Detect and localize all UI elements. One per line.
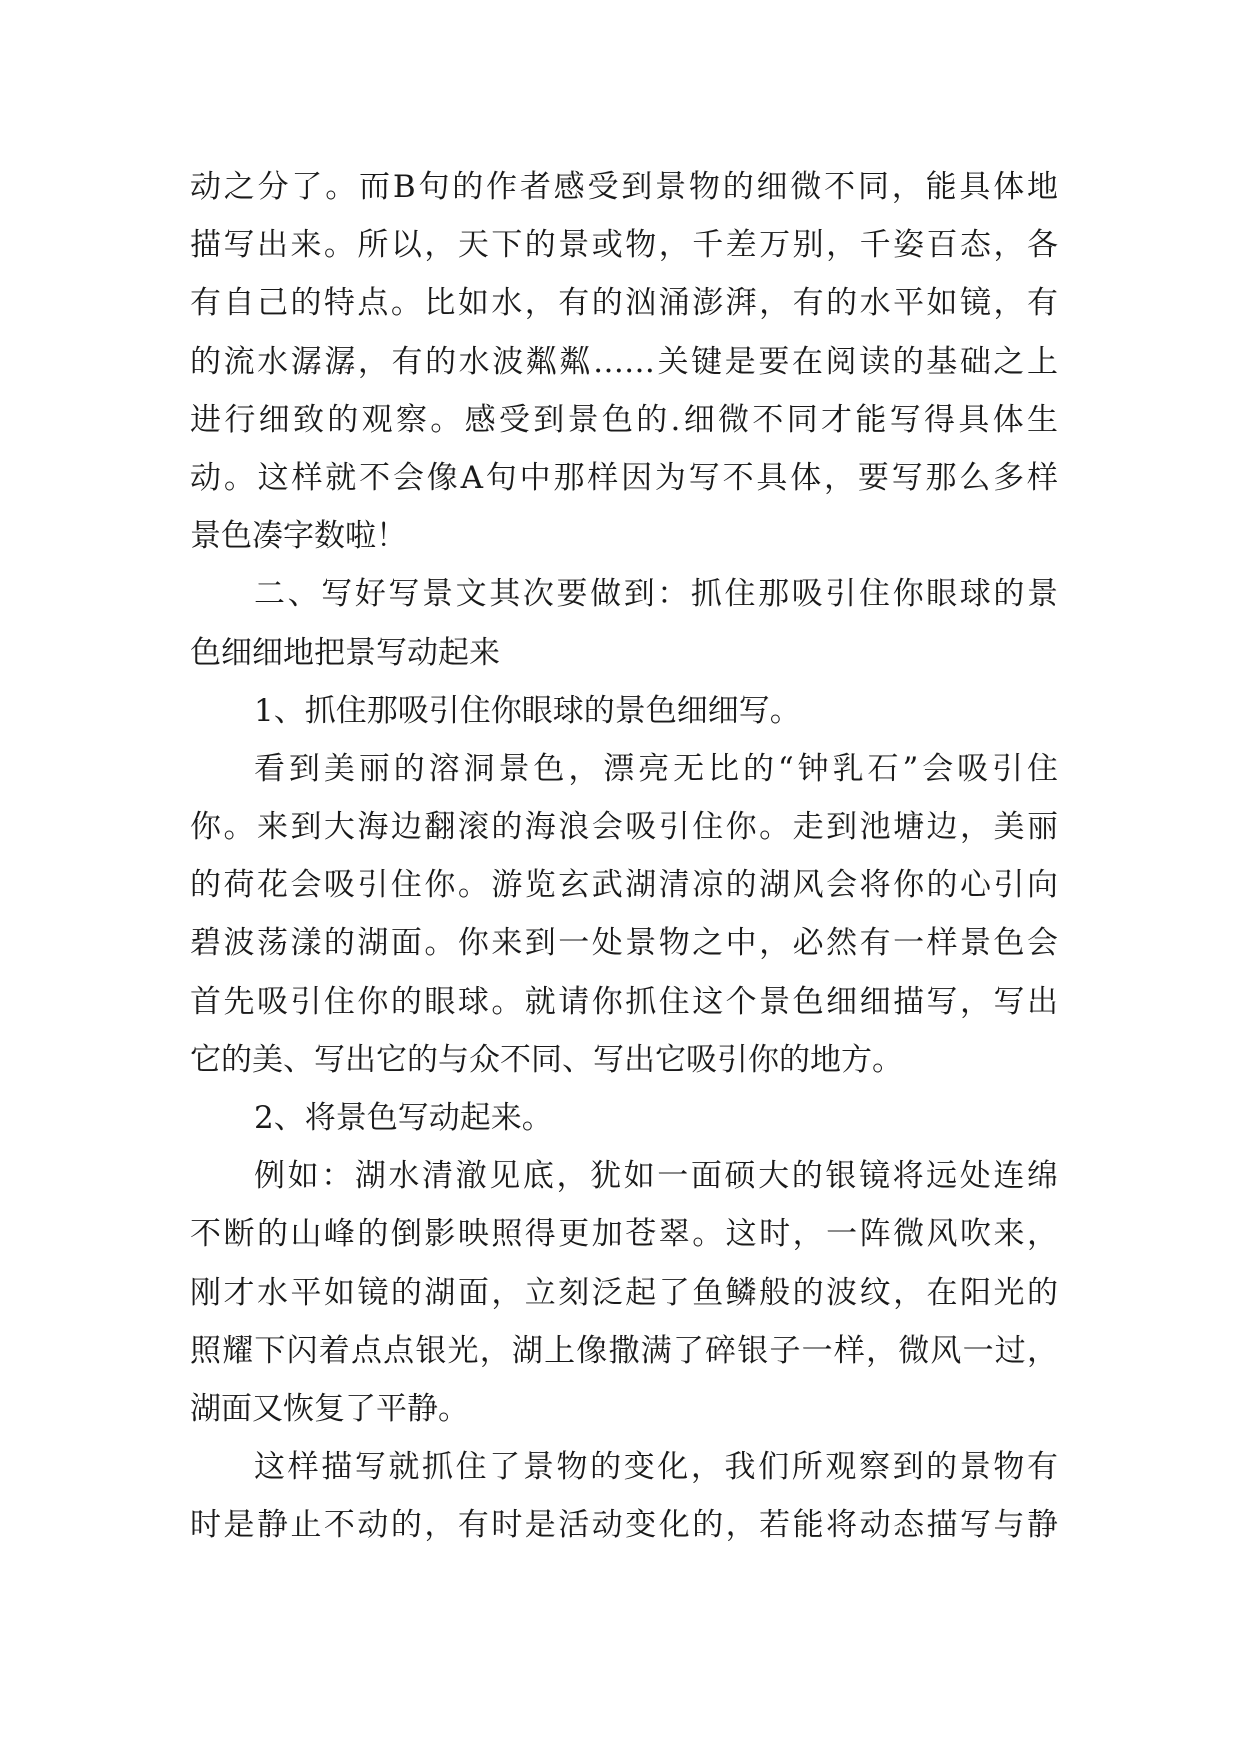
text-line: 例如：湖水清澈见底，犹如一面硕大的银镜将远处连绵 <box>254 1158 1058 1195</box>
text-line: 色细细地把景写动起来 <box>190 634 500 671</box>
text-line: 照耀下闪着点点银光，湖上像撒满了碎银子一样，微风一过， <box>190 1332 1058 1369</box>
text-line: 首先吸引住你的眼球。就请你抓住这个景色细细描写，写出 <box>190 983 1058 1020</box>
text-line: 刚才水平如镜的湖面，立刻泛起了鱼鳞般的波纹，在阳光的 <box>190 1274 1058 1311</box>
text-line: 时是静止不动的，有时是活动变化的，若能将动态描写与静 <box>190 1507 1058 1544</box>
text-line: 的流水潺潺，有的水波粼粼……关键是要在阅读的基础之上 <box>190 343 1058 380</box>
text-line: 2、将景色写动起来。 <box>254 1100 553 1136</box>
text-line: 二、写好写景文其次要做到：抓住那吸引住你眼球的景 <box>254 576 1058 613</box>
text-line: 不断的山峰的倒影映照得更加苍翠。这时，一阵微风吹来， <box>190 1216 1058 1253</box>
text-line: 湖面又恢复了平静。 <box>190 1390 469 1427</box>
text-line: 进行细致的观察。感受到景色的.细微不同才能写得具体生 <box>190 401 1058 438</box>
text-line: 描写出来。所以，天下的景或物，千差万别，千姿百态，各 <box>190 227 1058 264</box>
text-line: 它的美、写出它的与众不同、写出它吸引你的地方。 <box>190 1041 903 1078</box>
text-line: 看到美丽的溶洞景色，漂亮无比的“钟乳石”会吸引住 <box>254 750 1058 787</box>
text-line: 你。来到大海边翻滚的海浪会吸引住你。走到池塘边，美丽 <box>190 809 1058 846</box>
text-line: 碧波荡漾的湖面。你来到一处景物之中，必然有一样景色会 <box>190 925 1058 962</box>
text-line: 的荷花会吸引住你。游览玄武湖清凉的湖风会将你的心引向 <box>190 867 1058 904</box>
text-line: 这样描写就抓住了景物的变化，我们所观察到的景物有 <box>254 1449 1058 1486</box>
text-line: 有自己的特点。比如水，有的汹涌澎湃，有的水平如镜，有 <box>190 285 1058 322</box>
text-line: 动之分了。而B句的作者感受到景物的细微不同，能具体地 <box>190 169 1058 205</box>
text-line: 动。这样就不会像A句中那样因为写不具体，要写那么多样 <box>190 459 1058 496</box>
text-line: 景色凑字数啦！ <box>190 518 407 555</box>
document-body <box>190 158 1058 1555</box>
text-line: 1、抓住那吸引住你眼球的景色细细写。 <box>254 692 801 729</box>
